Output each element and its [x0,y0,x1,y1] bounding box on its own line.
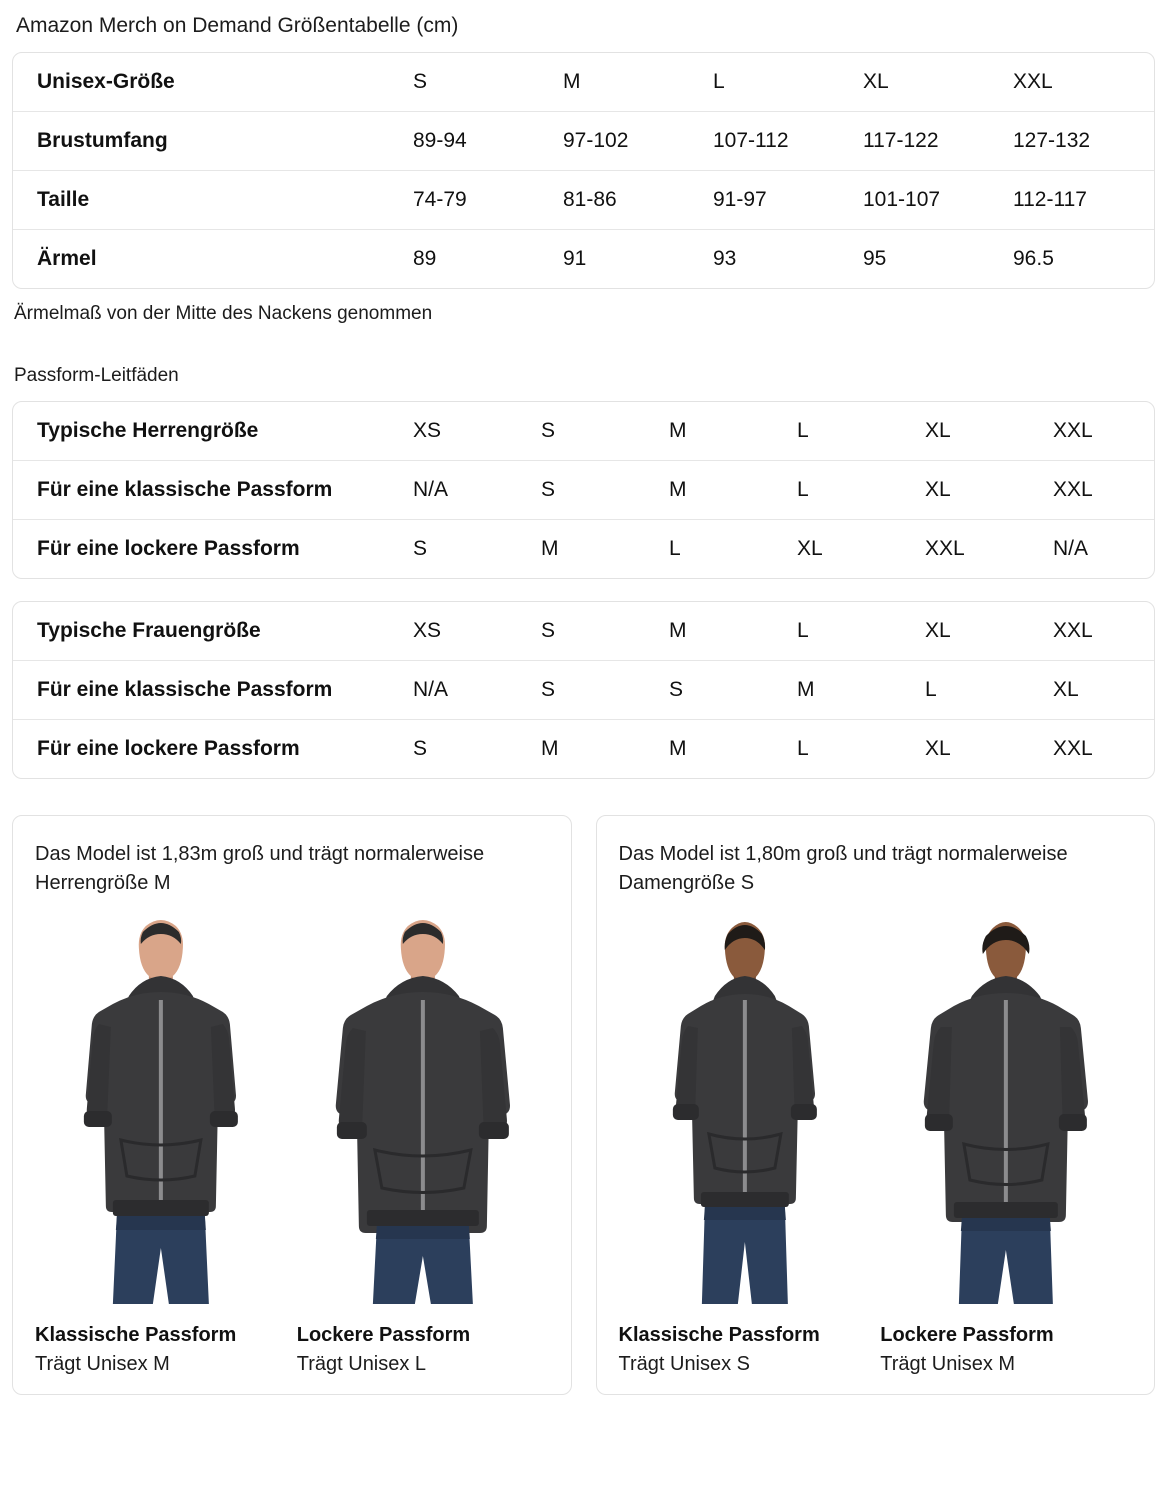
row-label: Typische Frauengröße [13,602,413,661]
cell: L [797,461,925,520]
cell: 81-86 [563,171,713,230]
womens-fit-table-card [12,601,1155,779]
fit-guides-heading: Passform-Leitfäden [14,365,179,386]
row-label: Taille [13,171,413,230]
row-label: Brustumfang [13,112,413,171]
row-label: Für eine lockere Passform [37,737,300,760]
female-hoodie-classic-illustration [619,904,871,1314]
female-model-caption: Das Model ist 1,80m groß und trägt normalerweise Damengröße S [618,843,1068,894]
cell: S [669,661,797,720]
cell: XL [863,53,1013,112]
model-photos-row [12,815,1155,1395]
table-row [13,53,1155,112]
cell: S [541,461,669,520]
table-row [13,402,1155,461]
female-classic-fit-figure [619,904,871,1376]
cell: M [563,53,713,112]
male-model-card [12,815,572,1395]
cell: XXL [1053,461,1155,520]
row-label: Für eine lockere Passform [37,537,300,560]
cell: XS [413,402,541,461]
size-table-card [12,52,1155,289]
cell: N/A [1053,537,1089,560]
cell: S [541,602,669,661]
male-model-caption: Das Model ist 1,83m groß und trägt normalerweise Herrengröße M [35,843,485,894]
cell: S [413,53,563,112]
cell: 107-112 [713,112,863,171]
cell: N/A [413,661,541,720]
cell: 95 [863,247,887,270]
table-row [13,661,1155,720]
cell: XL [925,602,1053,661]
cell: M [669,461,797,520]
cell: XXL [1013,53,1155,112]
mens-fit-table [13,402,1155,578]
figure-title: Lockere Passform [296,1324,471,1346]
row-label: Typische Herrengröße [13,402,413,461]
male-relaxed-fit-figure [297,904,549,1376]
cell: XL [925,461,1053,520]
cell: 112-117 [1013,171,1155,230]
figure-subtitle: Trägt Unisex L [296,1353,427,1375]
cell: N/A [413,461,541,520]
cell: L [713,53,863,112]
cell: L [669,537,681,560]
cell: 89 [413,247,437,270]
cell: XXL [925,537,965,560]
figure-title: Lockere Passform [880,1324,1054,1346]
cell: 101-107 [863,171,1013,230]
cell: XXL [1053,402,1155,461]
cell: 97-102 [563,112,713,171]
cell: S [413,737,428,760]
sleeve-note: Ärmelmaß von der Mitte des Nackens genommen [14,303,433,324]
cell: L [797,602,925,661]
table-row [13,171,1155,230]
size-table [13,53,1155,288]
female-relaxed-fit-figure [880,904,1132,1376]
cell: XXL [1053,602,1155,661]
male-classic-fit-figure [35,904,287,1376]
cell: L [797,737,809,760]
cell: M [669,402,797,461]
cell: S [413,537,428,560]
cell: L [925,661,1053,720]
male-hoodie-relaxed-illustration [297,904,549,1314]
table-row [13,602,1155,661]
cell: S [541,661,669,720]
figure-title: Klassische Passform [618,1324,820,1346]
female-model-card [596,815,1156,1395]
cell: XL [1053,661,1155,720]
page-title: Amazon Merch on Demand Größentabelle (cm) [16,14,459,37]
cell: XS [413,602,541,661]
table-row [13,112,1155,171]
table-row [13,520,1155,579]
cell: XL [925,402,1053,461]
cell: XL [925,737,951,760]
figure-title: Klassische Passform [35,1324,237,1346]
figure-subtitle: Trägt Unisex M [35,1353,170,1375]
male-hoodie-classic-illustration [35,904,287,1314]
cell: M [669,602,797,661]
cell: 91 [563,247,587,270]
cell: M [541,737,559,760]
row-label: Für eine klassische Passform [13,661,413,720]
row-label: Ärmel [37,247,97,270]
cell: 91-97 [713,171,863,230]
cell: 117-122 [863,112,1013,171]
cell: M [797,661,925,720]
cell: 74-79 [413,171,563,230]
figure-subtitle: Trägt Unisex S [618,1353,751,1375]
womens-fit-table [13,602,1155,778]
row-label: Unisex-Größe [13,53,413,112]
table-row [13,230,1155,289]
cell: S [541,402,669,461]
cell: 96.5 [1013,247,1054,270]
cell: XXL [1053,737,1093,760]
cell: XL [797,537,823,560]
row-label: Für eine klassische Passform [13,461,413,520]
cell: 89-94 [413,112,563,171]
table-row [13,720,1155,779]
female-hoodie-relaxed-illustration [880,904,1132,1314]
cell: L [797,402,925,461]
mens-fit-table-card [12,401,1155,579]
cell: 93 [713,247,737,270]
figure-subtitle: Trägt Unisex M [880,1353,1016,1375]
cell: 127-132 [1013,112,1155,171]
cell: M [669,737,687,760]
cell: M [541,537,559,560]
table-row [13,461,1155,520]
